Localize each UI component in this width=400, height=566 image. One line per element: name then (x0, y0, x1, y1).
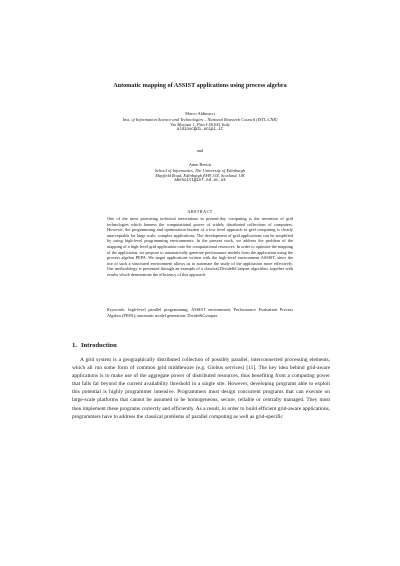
author-address: Mayfield Road, Edinburgh EH9 3JZ, Scotland, UK (155, 173, 245, 179)
author-affiliation: School of Informatics, The University of Edinburgh (154, 167, 246, 173)
abstract-heading: ABSTRACT (187, 209, 213, 214)
keywords-paragraph (107, 307, 293, 318)
paper-title: Automatic mapping of ASSIST applications using process algebra (113, 82, 287, 89)
section-title: Introduction (80, 342, 117, 349)
author-separator: and (196, 148, 204, 153)
section-number: 1. (72, 342, 77, 349)
author-block-1 (40, 111, 360, 134)
author-block-2 (40, 162, 360, 185)
author-email: aldinuc@di.unipi.it (176, 128, 224, 133)
author-affiliation: Inst. of Information Science and Technologies – National Research Council (ISTI–CNR) (122, 116, 278, 122)
author-email: abenoit1@inf.ed.ac.uk (174, 179, 226, 184)
author-address: Via Moruzzi 1, Pisa I-56100, Italy (170, 122, 230, 128)
keywords-text: high-level parallel programming; ASSIST environment; Performance Evaluation Process Algebra (PEPA); automatic model generation; Divide&Conquer. (107, 307, 294, 318)
author-name: Anne Benoit (188, 162, 212, 167)
abstract-text: One of the most promising technical innovations in present-day computing is the invention of grid technologies which harness the computational power of widely distributed collections of computers. However, the programming and optimisation burden of a low level approach to grid computing is clearly unacceptable for large scale, complex applications. The development of grid applications can be simplified by using high-level programming environments. In the present work, we address the problem of the mapping of a high-level grid application onto the computational resources. In order to optimise the mapping of the application, we propose to automatically generate performance models from the application using the process algebra PEPA. We target applications written with the high-level environment ASSIST, since the use of such a structured environment allows us to automate the study of the application more effectively. Our methodology is presented through an example of a classical Divide&Conquer algorithm, together with results which demonstrate the efficiency of this approach. (107, 216, 293, 277)
keywords-label: Keywords: (107, 307, 126, 312)
section-heading (72, 342, 117, 349)
author-name: Marco Aldinucci (185, 111, 215, 116)
introduction-text: A grid system is a geographically distributed collection of possibly parallel, interconnected processing elements, which all run some form of common grid middleware (e.g. Globus services) [11]. The key idea behind grid-aware applications is to make use of the aggregate power of distributed resources, thus benefiting from a computing power that falls far beyond the current availability threshold in a single site. However, developing programs able to exploit this potential is highly programmer intensive. Programmers must design concurrent programs that can execute on large-scale platforms that cannot be assumed to be homogeneous, secure, reliable or centrally managed. They must then implement these programs correctly and efficiently. As a result, in order to build efficient grid-aware applications, programmers have to address the classical problems of parallel computing as well as grid-specific (72, 357, 330, 420)
